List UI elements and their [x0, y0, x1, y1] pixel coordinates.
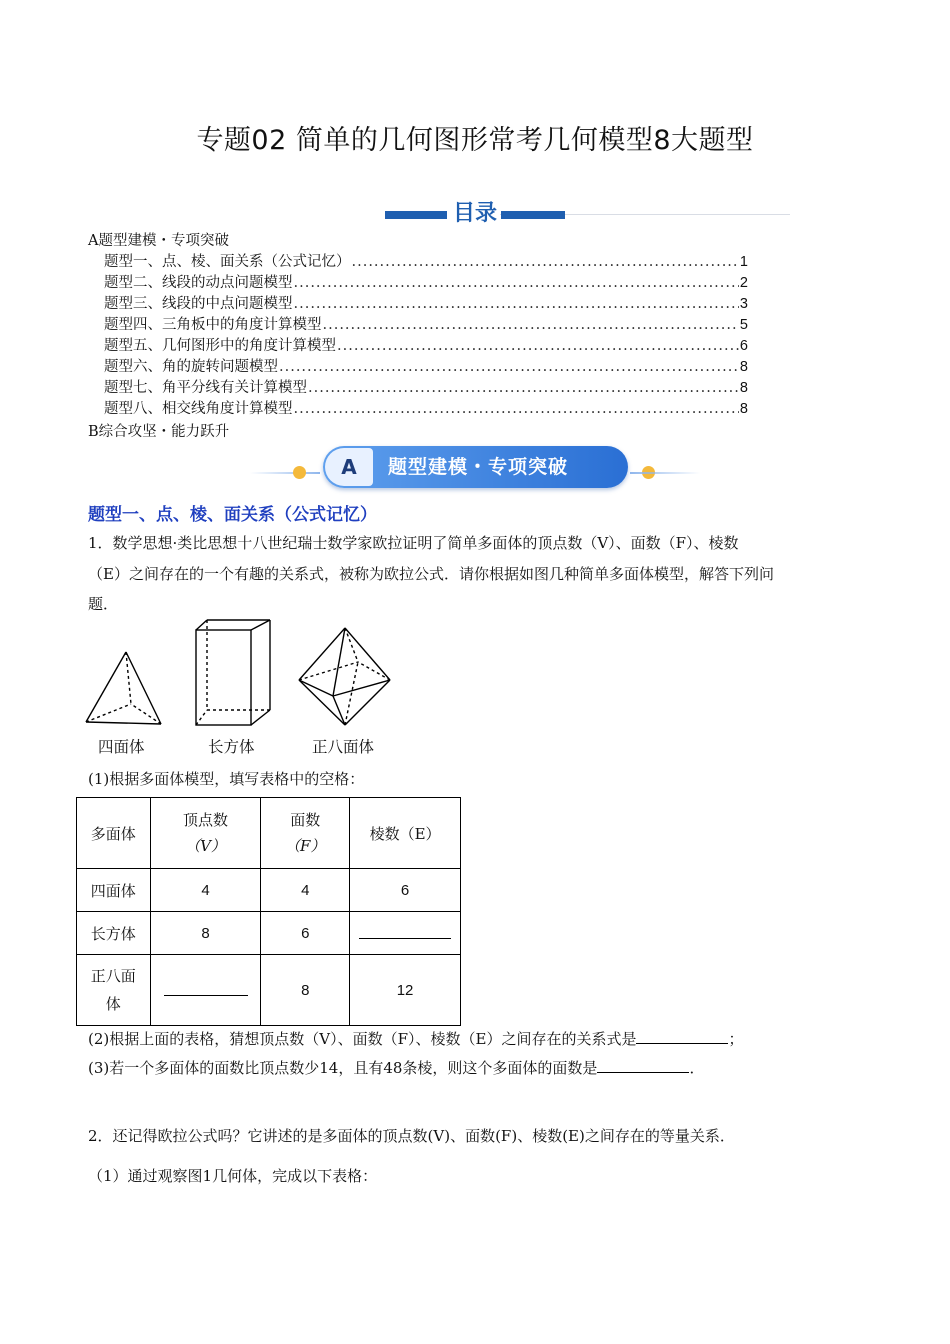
- header-cell-vertices: [150, 798, 261, 869]
- header-faces-label: 面数: [290, 811, 321, 829]
- toc-leader-dots: [294, 275, 739, 291]
- toc-leader-dots: [337, 338, 739, 354]
- polyhedron-table: [76, 797, 461, 1026]
- polyhedra-figure: [84, 618, 394, 730]
- toc-item-page: 6: [739, 338, 748, 354]
- toc-item-page: 3: [739, 296, 748, 312]
- answer-blank[interactable]: [164, 981, 248, 996]
- cell-vertices: 8: [150, 912, 261, 955]
- table-row: [77, 869, 461, 912]
- q1-sub1: (1)根据多面体模型，填写表格中的空格：: [88, 770, 365, 788]
- cell-name-line2: 体: [105, 995, 121, 1013]
- q1-sub3-end: ．: [689, 1059, 705, 1077]
- figure-label-tetrahedron: 四面体: [98, 738, 145, 756]
- toc-header: [385, 198, 565, 228]
- header-faces-symbol: （F）: [285, 837, 326, 855]
- toc-bar-right: [501, 211, 565, 219]
- answer-blank[interactable]: [597, 1058, 689, 1073]
- section-banner: [250, 446, 700, 492]
- header-vertices-label: 顶点数: [183, 811, 229, 829]
- toc-leader-dots: [294, 401, 739, 417]
- toc-item-label: 题型八、相交线角度计算模型: [104, 401, 293, 417]
- toc-heading: 目录: [452, 201, 497, 226]
- toc-item-label: 题型七、角平分线有关计算模型: [104, 380, 307, 396]
- toc-item-label: 题型六、角的旋转问题模型: [104, 359, 278, 375]
- answer-blank[interactable]: [636, 1029, 728, 1044]
- toc-item[interactable]: [104, 292, 748, 313]
- q1-sub3-text: (3)若一个多面体的面数比顶点数少14，且有48条棱，则这个多面体的面数是: [88, 1059, 598, 1077]
- cell-faces: 6: [261, 912, 350, 955]
- toc-bar-left: [385, 211, 447, 219]
- toc-item-page: 1: [739, 254, 748, 270]
- page-title: 专题02 简单的几何图形常考几何模型8大题型: [196, 125, 754, 156]
- octahedron-drawing: [299, 628, 390, 725]
- cell-edges: 6: [350, 869, 461, 912]
- toc-item-label: 题型四、三角板中的角度计算模型: [104, 317, 322, 333]
- header-cell-faces: [261, 798, 350, 869]
- q1-sub2-end: ；: [728, 1030, 744, 1048]
- toc-item[interactable]: [104, 397, 748, 418]
- toc-section-b[interactable]: B综合攻坚・能力跃升: [88, 424, 230, 440]
- header-vertices-symbol: （V）: [185, 837, 226, 855]
- table-header-row: [77, 798, 461, 869]
- toc-item-page: 8: [739, 380, 748, 396]
- q1-sub3: [88, 1054, 858, 1082]
- toc-item-label: 题型二、线段的动点问题模型: [104, 275, 293, 291]
- cell-name: [77, 955, 151, 1026]
- q1-sub2-text: (2)根据上面的表格，猜想顶点数（V）、面数（F）、棱数（E）之间存在的关系式是: [88, 1030, 637, 1048]
- q2-line1: 2．还记得欧拉公式吗？它讲述的是多面体的顶点数(V)、面数(F)、棱数(E)之间存在的等量关系．: [88, 1127, 735, 1145]
- q1-line3: 题．: [88, 595, 119, 613]
- toc-item[interactable]: [104, 376, 748, 397]
- type1-heading: 题型一、点、棱、面关系（公式记忆）: [88, 505, 377, 525]
- cell-edges: 12: [350, 955, 461, 1026]
- banner-letter-badge: A: [325, 448, 373, 486]
- cell-faces: 8: [261, 955, 350, 1026]
- banner-dot-left: [293, 466, 306, 479]
- q2-line2: （1）通过观察图1几何体，完成以下表格：: [88, 1167, 378, 1185]
- answer-blank[interactable]: [359, 924, 451, 939]
- toc-item[interactable]: [104, 355, 748, 376]
- banner-text: 题型建模・专项突破: [388, 456, 569, 478]
- toc-leader-dots: [352, 254, 739, 270]
- toc-leader-dots: [294, 296, 739, 312]
- toc-item-page: 8: [739, 359, 748, 375]
- toc-leader-dots: [279, 359, 739, 375]
- figure-label-cuboid: 长方体: [208, 738, 255, 756]
- tetrahedron-drawing: [86, 652, 161, 724]
- cell-edges-blank[interactable]: [350, 912, 461, 955]
- table-row: [77, 955, 461, 1026]
- toc-item-label: 题型五、几何图形中的角度计算模型: [104, 338, 336, 354]
- cell-faces: 4: [261, 869, 350, 912]
- toc-item[interactable]: [104, 271, 748, 292]
- q1-sub2: [88, 1025, 888, 1053]
- table-row: [77, 912, 461, 955]
- cuboid-drawing: [196, 620, 270, 725]
- cell-vertices-blank[interactable]: [150, 955, 261, 1026]
- toc-item-page: 2: [739, 275, 748, 291]
- cell-vertices: 4: [150, 869, 261, 912]
- toc-item-label: 题型一、点、棱、面关系（公式记忆）: [104, 254, 351, 270]
- banner-line-right: [630, 472, 700, 474]
- toc-item[interactable]: [104, 250, 748, 271]
- toc-item-label: 题型三、线段的中点问题模型: [104, 296, 293, 312]
- header-cell-edges: 棱数（E）: [350, 798, 461, 869]
- header-cell-polyhedron: 多面体: [77, 798, 151, 869]
- cell-name: 四面体: [77, 869, 151, 912]
- banner-line-left: [250, 472, 320, 474]
- cell-name-line1: 正八面: [90, 967, 136, 985]
- toc-leader-dots: [308, 380, 739, 396]
- toc-item[interactable]: [104, 313, 748, 334]
- toc-section-a[interactable]: A题型建模・专项突破: [88, 233, 229, 249]
- figure-label-octahedron: 正八面体: [312, 738, 375, 756]
- toc-leader-dots: [323, 317, 739, 333]
- q1-line1: 1．数学思想·类比思想十八世纪瑞士数学家欧拉证明了简单多面体的顶点数（V）、面数（F）、棱数: [88, 534, 739, 552]
- cell-name: 长方体: [77, 912, 151, 955]
- toc-item[interactable]: [104, 334, 748, 355]
- toc-item-page: 5: [739, 317, 748, 333]
- q1-line2: （E）之间存在的一个有趣的关系式，被称为欧拉公式．请你根据如图几种简单多面体模型，解答下列问: [88, 565, 774, 583]
- toc-item-page: 8: [739, 401, 748, 417]
